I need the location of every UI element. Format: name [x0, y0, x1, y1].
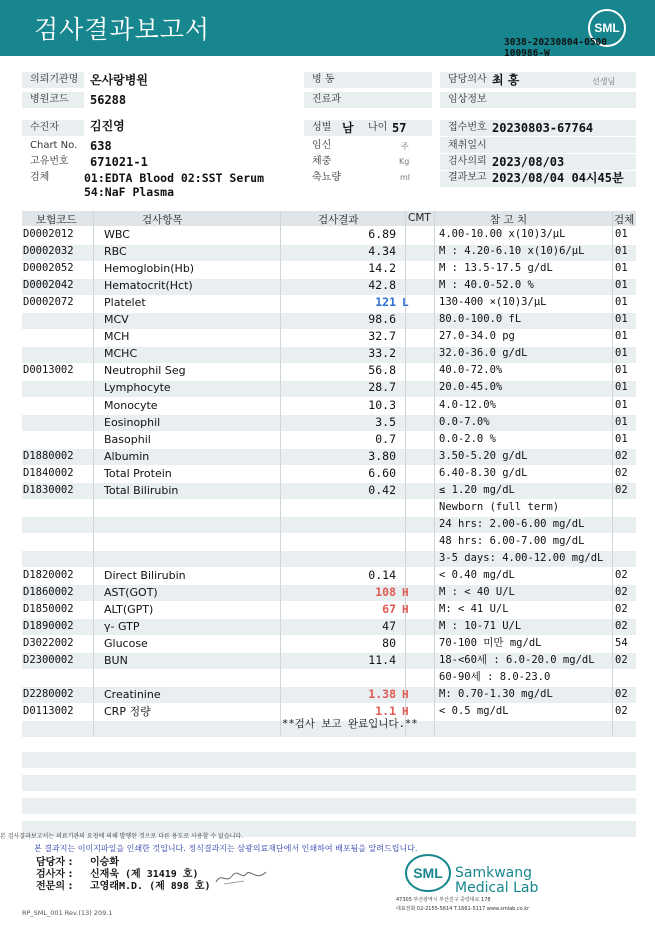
column-divider: [93, 211, 94, 736]
result-value: [314, 533, 396, 550]
result-flag: H: [402, 688, 409, 701]
specimen-label: 검체: [30, 172, 50, 183]
result-reference: 6.40-8.30 g/dL: [439, 467, 528, 479]
result-reference: 48 hrs: 6.00-7.00 mg/dL: [439, 535, 585, 547]
result-code: D2300002: [23, 654, 74, 666]
hospital-code-label: 병원코드: [22, 92, 84, 108]
document-number: [504, 38, 607, 59]
age-value: 57: [392, 121, 407, 135]
sml-footer-logo-icon: [404, 853, 452, 893]
result-specimen: 01: [615, 228, 628, 240]
chart-label: Chart No.: [30, 140, 78, 151]
table-header: [22, 211, 636, 226]
result-code: D0002012: [23, 228, 74, 240]
result-item: Neutrophil Seg: [104, 364, 186, 377]
institution-value: 온사랑병원: [90, 73, 148, 87]
doctor-suffix: 선생님: [592, 77, 616, 86]
result-flag: L: [402, 296, 409, 309]
result-value: 121: [375, 295, 396, 309]
clinical-info-label: 임상정보: [440, 92, 636, 108]
result-value: 0.42: [368, 483, 396, 497]
result-code: D0002072: [23, 296, 74, 308]
result-value: 6.60: [368, 466, 396, 480]
result-flag: H: [402, 603, 409, 616]
result-code: D0002052: [23, 262, 74, 274]
weight-unit: Kg: [399, 157, 410, 166]
result-reference: 40.0-72.0%: [439, 364, 503, 376]
ward-label: 병 동: [304, 72, 432, 88]
staff-2-value: 신재욱 (제 31419 호): [90, 869, 199, 880]
result-reference: M : 4.20-6.10 x(10)6/μL: [439, 245, 585, 257]
result-code: D1820002: [23, 569, 74, 581]
result-specimen: 02: [615, 569, 628, 581]
result-item: RBC: [104, 245, 127, 258]
logo-text: SML: [594, 21, 620, 35]
header-cmt: CMT: [408, 212, 431, 224]
staff-3-value: 고영래M.D. (제 898 호): [90, 881, 211, 892]
result-specimen: 02: [615, 450, 628, 462]
urine-label: 축뇨량: [312, 172, 341, 183]
result-code: D0002032: [23, 245, 74, 257]
result-reference: 20.0-45.0%: [439, 381, 503, 393]
result-specimen: 02: [615, 467, 628, 479]
result-specimen: 01: [615, 262, 628, 274]
receipt-value: 20230803-67764: [492, 121, 594, 135]
result-reference: 60-90세 : 8.0-23.0: [439, 671, 551, 683]
result-reference: ≤ 1.20 mg/dL: [439, 484, 515, 496]
result-item: Hemoglobin(Hb): [104, 262, 195, 275]
result-code: D0113002: [23, 705, 74, 717]
header-result: 검사결과: [318, 214, 359, 226]
column-divider: [280, 211, 281, 736]
result-value: 1.38: [368, 687, 396, 701]
staff-1-value: 이승화: [90, 857, 119, 868]
result-reference: M : < 40 U/L: [439, 586, 515, 598]
result-reference: M : 10-71 U/L: [439, 620, 522, 632]
result-reference: < 0.5 mg/dL: [439, 705, 509, 717]
result-item: Direct Bilirubin: [104, 569, 186, 582]
result-value: 32.7: [368, 329, 396, 343]
pregnancy-unit: 주: [401, 142, 409, 151]
result-code: D1830002: [23, 484, 74, 496]
weight-label: 체중: [312, 156, 332, 167]
result-item: Basophil: [104, 433, 151, 446]
result-reference: M : 13.5-17.5 g/dL: [439, 262, 553, 274]
result-value: 0.14: [368, 568, 396, 582]
footer-notice: 본 결과지는 이미지파일을 인쇄한 것입니다. 정식결과지는 삼광의료재단에서 인쇄하여 배포됨을 알려드립니다.: [34, 844, 418, 853]
footer-note: 본 검사결과보고서는 의료기관의 요청에 의해 발행된 것으로 다른 용도로 사용할 수 없습니다.: [0, 833, 244, 840]
result-item: MCH: [104, 330, 130, 343]
report-value: 2023/08/04 04시45분: [492, 171, 624, 185]
result-flag: H: [402, 586, 409, 599]
result-value: 14.2: [368, 261, 396, 275]
column-divider: [405, 211, 406, 736]
report-end-note: **검사 보고 완료입니다.**: [282, 718, 418, 730]
result-specimen: 02: [615, 688, 628, 700]
result-specimen: 01: [615, 433, 628, 445]
result-specimen: 02: [615, 654, 628, 666]
collect-label: 채취일시: [448, 140, 487, 151]
result-reference: 32.0-36.0 g/dL: [439, 347, 528, 359]
result-item: AST(GOT): [104, 586, 158, 599]
result-value: 33.2: [368, 346, 396, 360]
result-item: Monocyte: [104, 399, 158, 412]
result-value: [314, 516, 396, 533]
result-value: 108: [375, 585, 396, 599]
pregnancy-label: 임신: [312, 140, 332, 151]
result-code: D3022002: [23, 637, 74, 649]
result-item: CRP 정량: [104, 705, 151, 718]
brand-line-2: Medical Lab: [455, 880, 539, 896]
unique-id-label: 고유번호: [30, 156, 69, 167]
result-code: D1850002: [23, 603, 74, 615]
specimen-value-1: 01:EDTA Blood 02:SST Serum: [84, 171, 265, 185]
result-value: 56.8: [368, 363, 396, 377]
patient-label: 수진자: [30, 122, 59, 133]
result-value: [314, 669, 396, 686]
staff-1-label: 담당자 :: [36, 857, 73, 868]
result-specimen: 02: [615, 705, 628, 717]
doctor-label: 담당의사: [440, 72, 636, 88]
result-value: [314, 550, 396, 567]
result-specimen: 54: [615, 637, 628, 649]
result-value: 11.4: [368, 653, 396, 667]
result-value: 98.6: [368, 312, 396, 326]
address-line-1: 47305 부산광역시 부산진구 중앙대로 178: [396, 897, 491, 903]
result-specimen: 01: [615, 279, 628, 291]
result-value: 28.7: [368, 380, 396, 394]
result-item: Albumin: [104, 450, 150, 463]
column-divider: [612, 211, 613, 736]
result-reference: Newborn (full term): [439, 501, 560, 513]
result-specimen: 02: [615, 586, 628, 598]
staff-2-label: 검사자 :: [36, 869, 73, 880]
result-reference: M: < 41 U/L: [439, 603, 509, 615]
result-reference: 3-5 days: 4.00-12.00 mg/dL: [439, 552, 604, 564]
result-reference: 80.0-100.0 fL: [439, 313, 522, 325]
result-item: ALT(GPT): [104, 603, 154, 616]
request-value: 2023/08/03: [492, 155, 565, 169]
header-reference: 참 고 치: [490, 214, 528, 226]
brand-line-1: Samkwang: [455, 865, 532, 881]
result-item: Eosinophil: [104, 416, 161, 429]
result-item: Total Protein: [104, 467, 172, 480]
result-reference: 4.00-10.00 x(10)3/μL: [439, 228, 566, 240]
result-specimen: 02: [615, 484, 628, 496]
address-line-2: 대표전화 02-2155-5614 T.1661-5117 www.smlab.co.kr: [396, 906, 530, 912]
result-specimen: 01: [615, 347, 628, 359]
result-code: D0013002: [23, 364, 74, 376]
header-item: 검사항목: [142, 214, 183, 226]
signature-image: [214, 866, 268, 888]
result-reference: < 0.40 mg/dL: [439, 569, 515, 581]
chart-value: 638: [90, 139, 112, 153]
result-reference: 0.0-2.0 %: [439, 433, 496, 445]
result-specimen: 01: [615, 381, 628, 393]
column-divider: [434, 211, 435, 736]
institution-label: 의뢰기관명: [22, 72, 84, 88]
result-reference: 0.0-7.0%: [439, 416, 490, 428]
result-item: BUN: [104, 654, 128, 667]
result-value: 0.7: [375, 432, 396, 446]
result-value: 47: [382, 619, 396, 633]
result-code: D1840002: [23, 467, 74, 479]
result-reference: M : 40.0-52.0 %: [439, 279, 534, 291]
result-reference: 18-<60세 : 6.0-20.0 mg/dL: [439, 654, 595, 666]
department-label: 진료과: [304, 92, 432, 108]
result-value: [314, 499, 396, 516]
table-stripe: [22, 775, 636, 791]
result-value: 1.1: [375, 704, 396, 718]
result-reference: 4.0-12.0%: [439, 399, 496, 411]
result-specimen: 01: [615, 296, 628, 308]
result-item: WBC: [104, 228, 130, 241]
result-value: 80: [382, 636, 396, 650]
result-reference: 24 hrs: 2.00-6.00 mg/dL: [439, 518, 585, 530]
sex-value: 남: [342, 121, 354, 135]
result-item: γ- GTP: [104, 620, 140, 633]
result-item: Total Bilirubin: [104, 484, 179, 497]
age-label: 나이: [368, 122, 388, 133]
sex-label: 성별: [312, 122, 332, 133]
result-value: 3.5: [375, 415, 396, 429]
table-stripe: [22, 752, 636, 768]
result-code: D1860002: [23, 586, 74, 598]
result-value: 6.89: [368, 227, 396, 241]
result-specimen: 01: [615, 330, 628, 342]
result-code: D1880002: [23, 450, 74, 462]
document-number-line-1: 3038-20230804-0500: [504, 37, 607, 48]
result-specimen: 01: [615, 399, 628, 411]
result-specimen: 02: [615, 603, 628, 615]
result-specimen: 01: [615, 364, 628, 376]
document-number-line-2: 100986-W: [504, 47, 550, 59]
result-flag: H: [402, 705, 409, 718]
result-reference: M: 0.70-1.30 mg/dL: [439, 688, 553, 700]
specimen-value-2: 54:NaF Plasma: [84, 185, 175, 199]
receipt-label: 접수번호: [448, 122, 487, 133]
unique-id-value: 671021-1: [90, 155, 148, 169]
result-code: D0002042: [23, 279, 74, 291]
request-label: 검사의뢰: [448, 156, 487, 167]
result-item: Platelet: [104, 296, 146, 309]
result-value: 3.80: [368, 449, 396, 463]
patient-value: 김진영: [90, 119, 125, 133]
result-specimen: 01: [615, 416, 628, 428]
result-item: Lymphocyte: [104, 381, 171, 394]
form-number: RP_SML_001 Rev.(13) 209.1: [22, 909, 113, 917]
report-title: 검사결과보고서: [34, 15, 211, 44]
result-specimen: 02: [615, 620, 628, 632]
result-item: Creatinine: [104, 688, 161, 701]
result-code: D2280002: [23, 688, 74, 700]
urine-unit: ml: [400, 173, 411, 182]
result-reference: 130-400 ×(10)3/μL: [439, 296, 547, 308]
staff-3-label: 전문의 :: [36, 881, 73, 892]
result-value: 67: [382, 602, 396, 616]
result-item: Hematocrit(Hct): [104, 279, 193, 292]
header-specimen: 검체: [614, 214, 635, 226]
result-value: 4.34: [368, 244, 396, 258]
result-value: 42.8: [368, 278, 396, 292]
result-value: 10.3: [368, 398, 396, 412]
result-code: D1890002: [23, 620, 74, 632]
header-code: 보험코드: [36, 214, 77, 226]
doctor-value: 최 홍: [492, 73, 520, 87]
report-label: 결과보고: [448, 172, 487, 183]
brand-name: [455, 866, 538, 896]
result-reference: 70-100 미만 mg/dL: [439, 637, 542, 649]
hospital-code-value: 56288: [90, 93, 127, 107]
footer-logo-text: SML: [413, 865, 443, 881]
result-reference: 27.0-34.0 pg: [439, 330, 515, 342]
result-specimen: 01: [615, 313, 628, 325]
result-item: MCV: [104, 313, 129, 326]
result-reference: 3.50-5.20 g/dL: [439, 450, 528, 462]
result-specimen: 01: [615, 245, 628, 257]
result-item: MCHC: [104, 347, 138, 360]
result-item: Glucose: [104, 637, 148, 650]
table-stripe: [22, 798, 636, 814]
